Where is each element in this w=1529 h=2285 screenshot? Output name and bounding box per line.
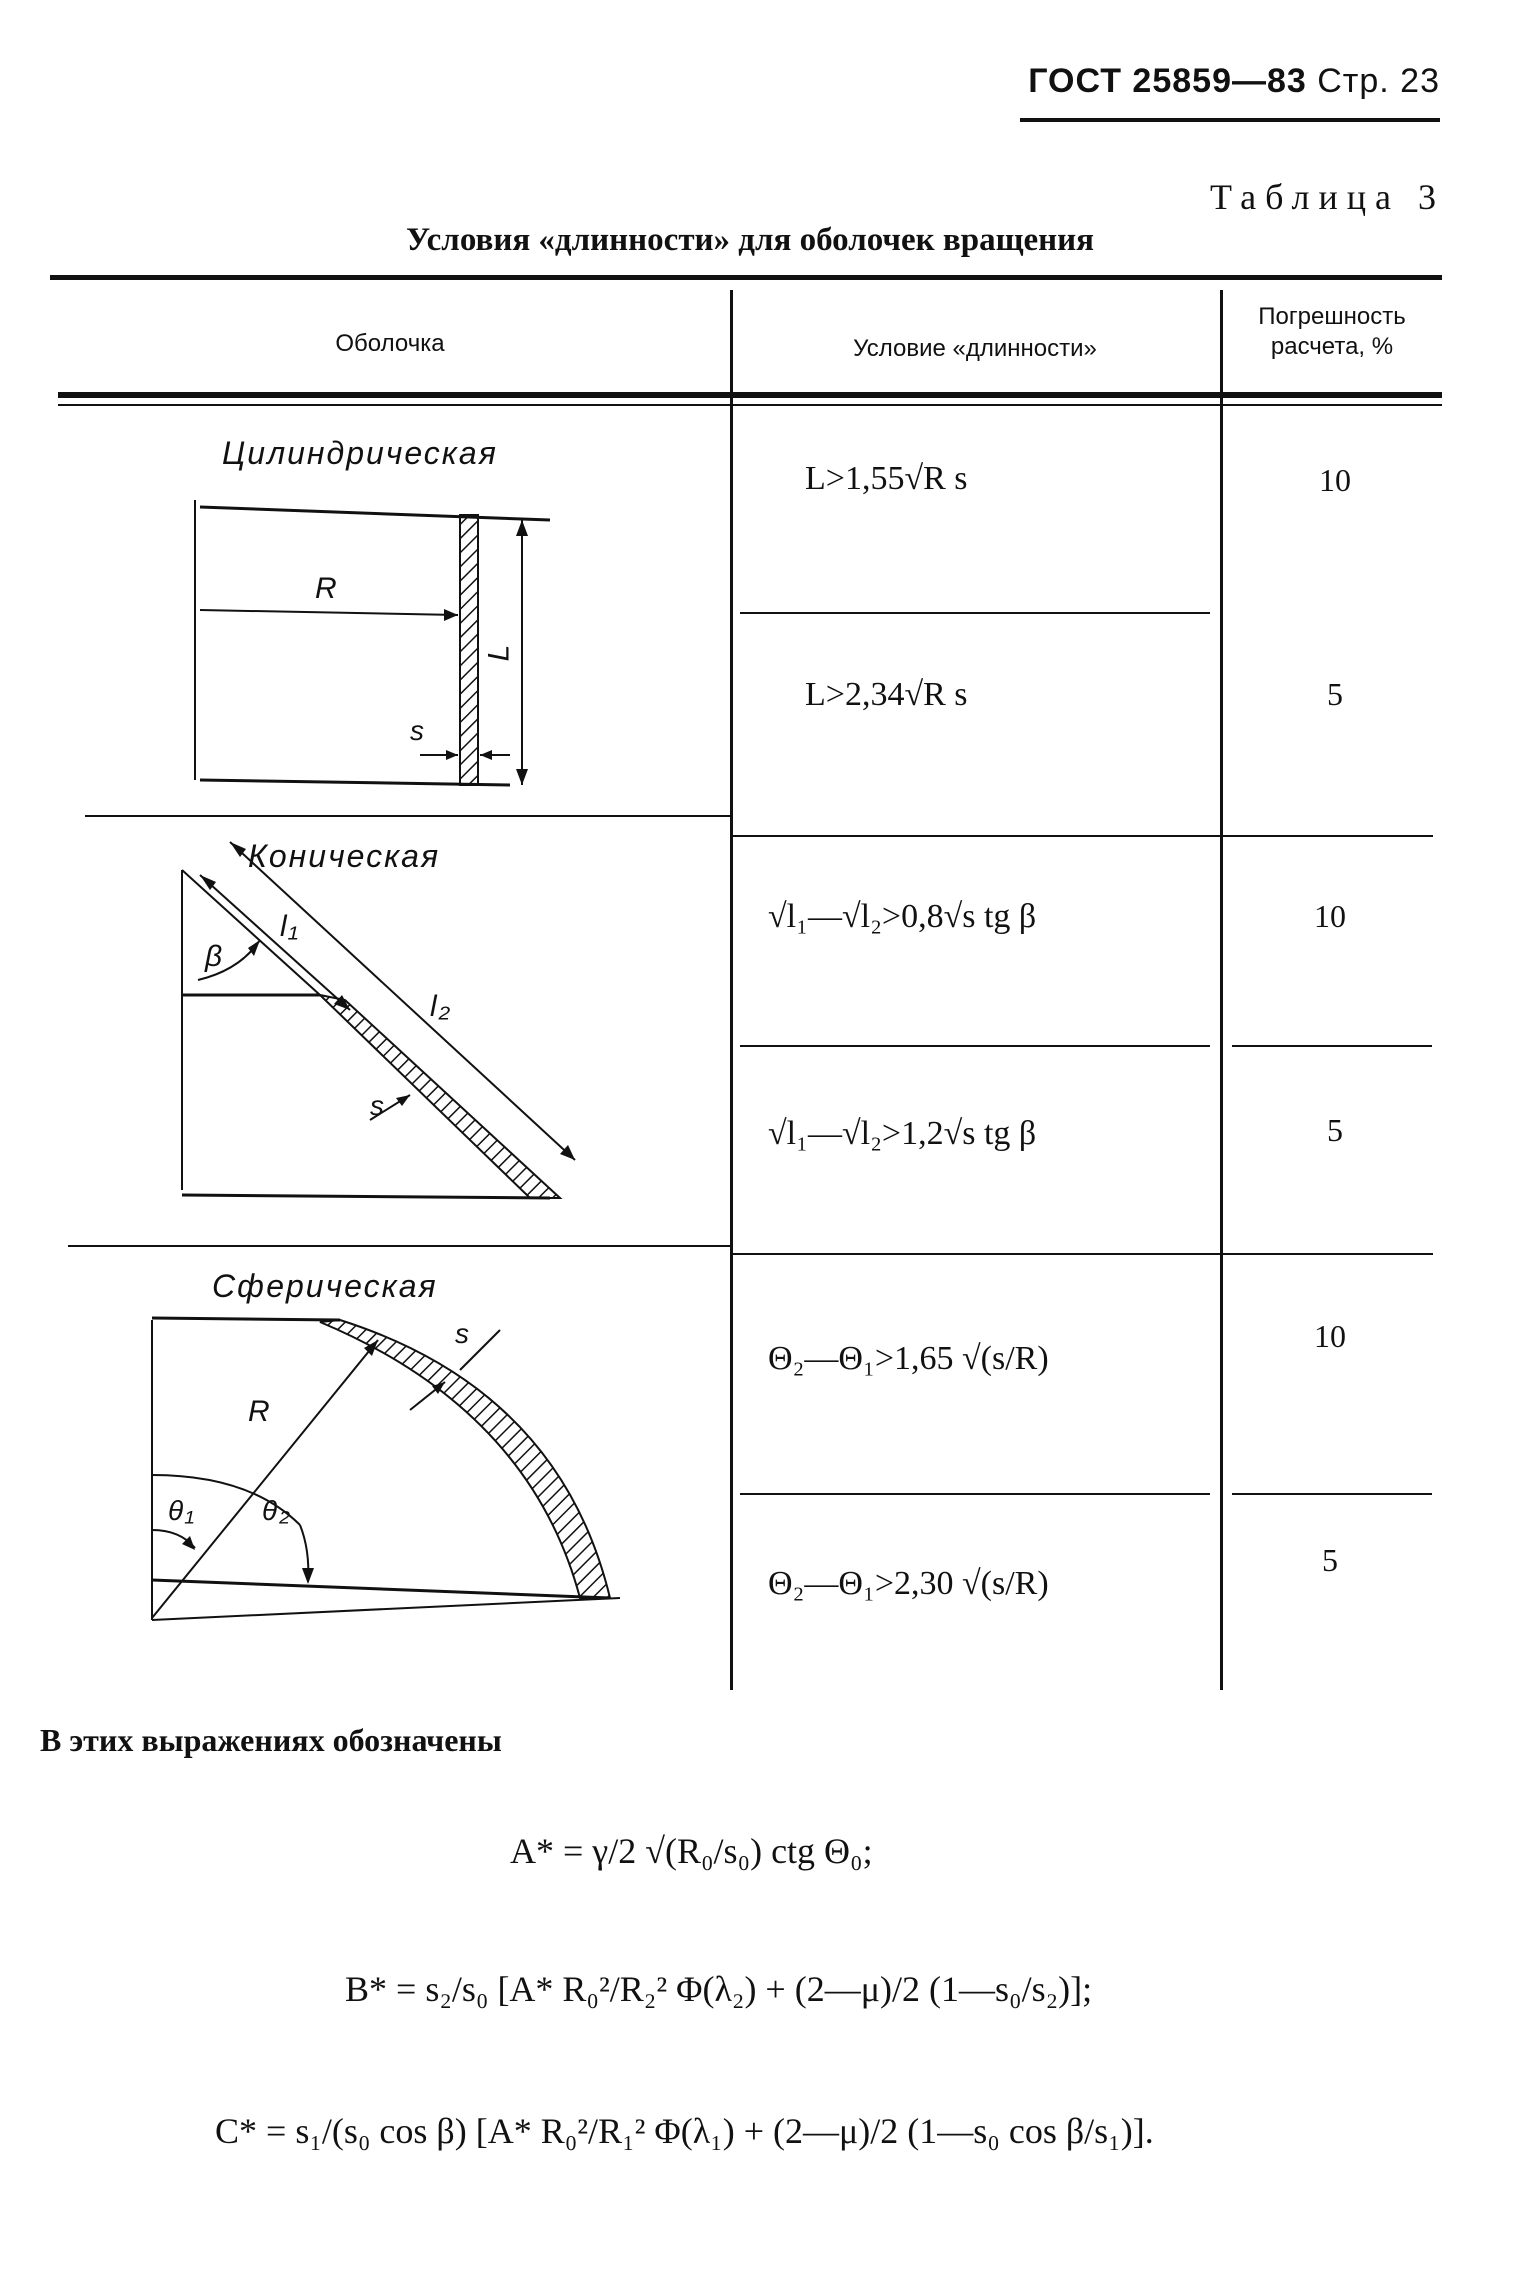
column-header-error: Погрешность расчета, % bbox=[1258, 303, 1406, 360]
condition-conical-1: √l₁—√l₂>0,8√s tg β bbox=[768, 898, 1037, 935]
cone-diagram bbox=[170, 830, 610, 1210]
notation-text: В этих выражениях обозначены bbox=[40, 1722, 502, 1758]
condition-cylindrical-1: L>1,55√R s bbox=[805, 460, 968, 497]
page-number: Стр. 23 bbox=[1317, 62, 1440, 100]
table-header-rule bbox=[58, 392, 1442, 398]
shell-label-cylindrical: Цилиндрическая bbox=[222, 435, 498, 471]
sphere-label-theta2: θ₂ bbox=[262, 1495, 292, 1526]
column-divider-2 bbox=[1220, 290, 1223, 1690]
table-caption: Условия «длинности» для оболочек вращения bbox=[406, 222, 1094, 258]
shell-label-conical: Коническая bbox=[248, 838, 441, 874]
doc-number: ГОСТ 25859—83 bbox=[1028, 62, 1307, 100]
cone-label-l1: l₁ bbox=[280, 910, 301, 943]
cone-label-beta: β bbox=[205, 940, 225, 973]
cone-label-l2: l₂ bbox=[430, 990, 453, 1023]
shell-label-spherical: Сферическая bbox=[212, 1268, 438, 1304]
row-separator-3 bbox=[740, 1045, 1210, 1047]
sphere-label-s: s bbox=[455, 1318, 471, 1349]
condition-cylindrical-2: L>2,34√R s bbox=[805, 676, 968, 713]
error-spherical-2: 5 bbox=[1322, 1542, 1338, 1578]
condition-spherical-1: Θ₂—Θ₁>1,65 √(s/R) bbox=[768, 1340, 1049, 1377]
condition-spherical-2: Θ₂—Θ₁>2,30 √(s/R) bbox=[768, 1565, 1049, 1602]
condition-conical-2: √l₁—√l₂>1,2√s tg β bbox=[768, 1115, 1037, 1152]
error-cylindrical-2: 5 bbox=[1327, 676, 1343, 712]
error-cylindrical-1: 10 bbox=[1319, 462, 1351, 498]
group-separator-2 bbox=[68, 1245, 730, 1247]
expression-a: A* = γ/2 √(R₀/s₀) ctg Θ₀; bbox=[510, 1831, 873, 1871]
sphere-label-r: R bbox=[248, 1395, 272, 1428]
cylinder-label-s: s bbox=[410, 715, 426, 746]
group-separator-1 bbox=[85, 815, 730, 817]
row-separator-5b bbox=[1232, 1493, 1432, 1495]
row-separator-1 bbox=[740, 612, 1210, 614]
table-label: Таблица 3 bbox=[1210, 177, 1445, 217]
column-header-condition: Условие «длинности» bbox=[853, 335, 1097, 362]
expression-b: B* = s₂/s₀ [A* R₀²/R₂² Φ(λ₂) + (2—μ)/2 (1—s₀/s₂)]; bbox=[345, 1969, 1093, 2009]
sphere-diagram bbox=[140, 1300, 640, 1630]
page-header bbox=[1000, 62, 1440, 101]
cone-label-s: s bbox=[370, 1090, 386, 1121]
table-top-rule bbox=[50, 275, 1442, 280]
row-separator-4 bbox=[733, 1253, 1433, 1255]
table-header-rule-thin bbox=[58, 404, 1442, 406]
error-conical-2: 5 bbox=[1327, 1112, 1343, 1148]
row-separator-2 bbox=[733, 835, 1433, 837]
column-divider-1 bbox=[730, 290, 733, 1690]
row-separator-3b bbox=[1232, 1045, 1432, 1047]
row-separator-5 bbox=[740, 1493, 1210, 1495]
error-conical-1: 10 bbox=[1314, 898, 1346, 934]
expression-c: C* = s₁/(s₀ cos β) [A* R₀²/R₁² Φ(λ₁) + (2—μ)/2 (1—s₀ cos β/s₁)]. bbox=[215, 2111, 1154, 2151]
cylinder-label-r: R bbox=[315, 572, 339, 605]
cylinder-diagram bbox=[150, 480, 570, 800]
column-header-shell: Оболочка bbox=[335, 330, 445, 357]
header-rule bbox=[1020, 118, 1440, 122]
error-spherical-1: 10 bbox=[1314, 1318, 1346, 1354]
cylinder-label-l: L bbox=[482, 642, 516, 662]
sphere-label-theta1: θ₁ bbox=[168, 1495, 197, 1526]
